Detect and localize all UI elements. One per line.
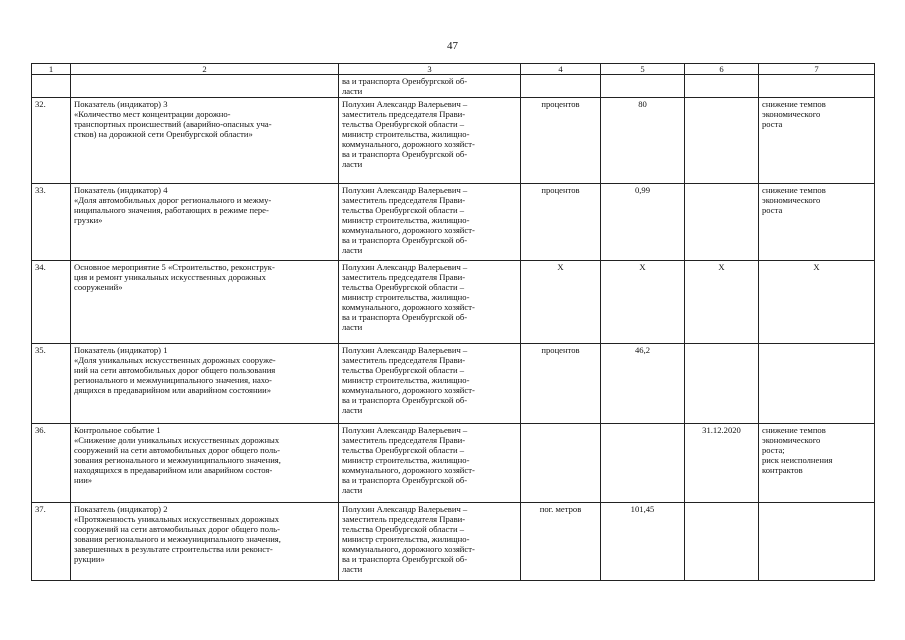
row-risk: снижение темпов экономического роста; риск неисполнения контрактов <box>759 424 875 503</box>
continuation-name <box>71 75 339 98</box>
table-row <box>32 98 875 184</box>
row-name: Показатель (индикатор) 1 «Доля уникальных искусственных дорожных сооруже- ний на сети автомобильных дорог общего пользования регионального и межмуниципального значения, нахо- дящихся в предаварийном или аварийном состоянии» <box>71 344 339 424</box>
row-number: 34. <box>32 261 71 344</box>
row-responsible: Полухин Александр Валерьевич – заместитель председателя Прави- тельства Оренбургской области – министр строительства, жилищно- коммунального, дорожного хозяйст- ва и транспорта Оренбургской об- ласти <box>339 424 521 503</box>
row-number: 36. <box>32 424 71 503</box>
table-row <box>32 261 875 344</box>
table-row <box>32 184 875 261</box>
row-responsible: Полухин Александр Валерьевич – заместитель председателя Прави- тельства Оренбургской области – министр строительства, жилищно- коммунального, дорожного хозяйст- ва и транспорта Оренбургской об- ласти <box>339 503 521 581</box>
row-date: 31.12.2020 <box>685 424 759 503</box>
row-responsible: Полухин Александр Валерьевич – заместитель председателя Прави- тельства Оренбургской области – министр строительства, жилищно- коммунального, дорожного хозяйст- ва и транспорта Оренбургской об- ласти <box>339 184 521 261</box>
row-name: Показатель (индикатор) 3 «Количество мест концентрации дорожно- транспортных происшествий (аварийно-опасных уча- стков) на дорожной сети Оренбургской области» <box>71 98 339 184</box>
row-value <box>601 424 685 503</box>
row-risk: снижение темпов экономического роста <box>759 184 875 261</box>
row-number: 33. <box>32 184 71 261</box>
row-responsible: Полухин Александр Валерьевич – заместитель председателя Прави- тельства Оренбургской области – министр строительства, жилищно- коммунального, дорожного хозяйст- ва и транспорта Оренбургской об- ласти <box>339 98 521 184</box>
column-header-4: 4 <box>521 64 601 75</box>
table-header-row <box>32 64 875 75</box>
row-value: 101,45 <box>601 503 685 581</box>
column-header-3: 3 <box>339 64 521 75</box>
row-name: Основное мероприятие 5 «Строительство, реконструк- ция и ремонт уникальных искусственных дорожных сооружений» <box>71 261 339 344</box>
row-unit: процентов <box>521 344 601 424</box>
plan-table <box>31 63 875 581</box>
row-date <box>685 503 759 581</box>
row-value: 80 <box>601 98 685 184</box>
table-row <box>32 503 875 581</box>
row-unit: процентов <box>521 184 601 261</box>
row-number: 37. <box>32 503 71 581</box>
column-header-5: 5 <box>601 64 685 75</box>
row-responsible: Полухин Александр Валерьевич – заместитель председателя Прави- тельства Оренбургской области – министр строительства, жилищно- коммунального, дорожного хозяйст- ва и транспорта Оренбургской об- ласти <box>339 344 521 424</box>
continuation-num <box>32 75 71 98</box>
row-date: Х <box>685 261 759 344</box>
column-header-6: 6 <box>685 64 759 75</box>
row-unit <box>521 424 601 503</box>
row-unit: Х <box>521 261 601 344</box>
row-value: Х <box>601 261 685 344</box>
row-date <box>685 344 759 424</box>
table-row <box>32 344 875 424</box>
row-risk: Х <box>759 261 875 344</box>
continuation-date <box>685 75 759 98</box>
row-date <box>685 98 759 184</box>
row-value: 0,99 <box>601 184 685 261</box>
row-number: 35. <box>32 344 71 424</box>
continuation-responsible: ва и транспорта Оренбургской об- ласти <box>339 75 521 98</box>
row-name: Показатель (индикатор) 2 «Протяженность уникальных искусственных дорожных сооружений на сети автомобильных дорог общего поль- зования регионального и межмуниципального значения, завершенных в результате строительства или реконст- рукции» <box>71 503 339 581</box>
row-risk <box>759 344 875 424</box>
continuation-row <box>32 75 875 98</box>
continuation-value <box>601 75 685 98</box>
column-header-1: 1 <box>32 64 71 75</box>
row-risk <box>759 503 875 581</box>
row-date <box>685 184 759 261</box>
row-unit: процентов <box>521 98 601 184</box>
table-row <box>32 424 875 503</box>
column-header-2: 2 <box>71 64 339 75</box>
column-header-7: 7 <box>759 64 875 75</box>
row-number: 32. <box>32 98 71 184</box>
row-unit: пог. метров <box>521 503 601 581</box>
page-number: 47 <box>447 40 458 52</box>
row-responsible: Полухин Александр Валерьевич – заместитель председателя Прави- тельства Оренбургской области – министр строительства, жилищно- коммунального, дорожного хозяйст- ва и транспорта Оренбургской об- ласти <box>339 261 521 344</box>
row-name: Показатель (индикатор) 4 «Доля автомобильных дорог регионального и межму- ниципального значения, работающих в режиме пере- грузки» <box>71 184 339 261</box>
row-name: Контрольное событие 1 «Снижение доли уникальных искусственных дорожных сооружений на сети автомобильных дорог общего поль- зования регионального и межмуниципального значения, находящихся в предаварийном или аварийном состоя- нии» <box>71 424 339 503</box>
row-value: 46,2 <box>601 344 685 424</box>
row-risk: снижение темпов экономического роста <box>759 98 875 184</box>
continuation-unit <box>521 75 601 98</box>
continuation-risk <box>759 75 875 98</box>
